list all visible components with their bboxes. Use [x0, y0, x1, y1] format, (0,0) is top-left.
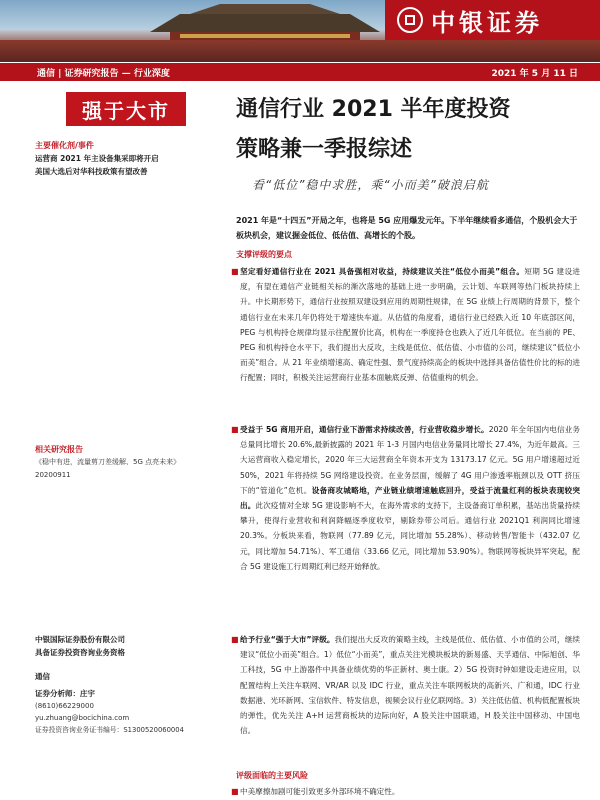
palace-roof-image [150, 4, 380, 44]
header-banner [0, 0, 600, 62]
report-subtitle: 看“低位”稳中求胜，乘“小而美”破浪启航 [252, 178, 489, 192]
key-point-2-bold-2: 设备商攻城略地，产业链业绩增速触底回升，受益于流量红利的板块表现较突出。 [240, 485, 580, 511]
brand-name: 中银证券 [431, 8, 543, 37]
key-points-heading: 支撑评级的要点 [236, 250, 292, 259]
catalyst-item: 运营商 2021 年主设备集采即将开启 [35, 154, 159, 163]
risk-item [231, 784, 580, 799]
bullet-icon: ■ [231, 787, 239, 796]
bank-logo-icon [397, 7, 423, 33]
key-point-3-text: 我们提出大反攻的策略主线，主线是低位、低估值、小市值的公司，继续建议“低位小而美”组合。1）低位“小而美”，重点关注光模块板块的新易盛、天孚通信、中际旭创、华工科技，5G 中上游器件中具备业绩优势的华正新材、奥士康。2）5G 投资时钟如建设走进应用，以配置结构上关注车联网、VR/AR 以及 IDC 行业，重点关注车联网板块的高新兴、广和通，IDC 行业数据港、光环新网、宝信软件、特发信息，视频会议行业亿联网络。3）关注低估值、机构低配置板块的弹性，优先关注 A+H 运营商板块的边际向好，A 股关注中国联通，H 股关注中国移动、中国电信。 [240, 635, 580, 736]
title-line-1: 通信行业 2021 半年度投资 [236, 97, 511, 122]
lead-paragraph: 2021 年是“十四五”开局之年，也将是 5G 应用爆发元年。下半年继续看多通信，个股机会大于板块机会，建议掘金低位、低估值、高增长的个股。 [236, 216, 578, 240]
catalysts-heading: 主要催化剂/事件 [35, 141, 94, 150]
banner-wall [0, 40, 600, 62]
analyst-label: 证券分析师：庄宇 [35, 689, 95, 698]
key-point-3-bold: 给予行业“强于大市”评级。 [240, 635, 335, 644]
breadcrumb: 通信 | 证券研究报告 — 行业深度 [37, 68, 170, 79]
key-point-2-text: 2020 年全年国内电信业务总量同比增长 20.6%,最新披露的 2021 年 1-3 月国内电信业务量同比增长 27.4%，为近年最高。三大运营商收入稳定增长，2020 年三大运营商全年资本开支为 13173.17 亿元。5G 用户增速超过近 50%，2021 年将持续 5G 网络建设投资。在业务层面，缓解了 4G 用户渗透率瓶颈以及 OTT 挤压下的“管道化”危机。 [240, 425, 580, 495]
rating-badge: 强于大市 [66, 92, 186, 126]
related-reports-heading: 相关研究报告 [35, 445, 83, 454]
key-point-2 [231, 422, 581, 630]
key-point-2-text-2: 此次疫情对全球 5G 建设影响不大，在海外需求的支持下，主设备商订单积累，基站出货量持续攀升，使得行业营收和利润降幅逐季度收窄，剔除券带公司后。通信行业 2021Q1 利润同比增速 20.3%。分板块来看，物联网（77.89 亿元，同比增加 55.28%）、移动转售/智能卡（432.07 亿元，同比增加 54.71%）、军工通信（33.66 亿元，同比增加 53.90%）。物联网等板块异军突起，配合 5G 建设施工行周期红利已经开始释放。 [240, 501, 581, 571]
brand-logo-block [385, 0, 600, 40]
company-name: 中银国际证券股份有限公司 [35, 635, 125, 644]
analyst-phone: (8610)66229000 [35, 702, 94, 710]
license-number: 证券投资咨询业务证书编号：S1300520060004 [35, 726, 184, 734]
key-point-2-bold: 受益于 5G 商用开启，通信行业下游需求持续改善，行业营收稳步增长。 [240, 425, 489, 434]
key-point-1 [231, 264, 581, 420]
bullet-icon: ■ [231, 635, 239, 644]
key-point-3 [231, 632, 580, 772]
report-header-bar [0, 63, 600, 81]
bullet-icon: ■ [231, 425, 239, 434]
risk-text: 中美摩擦加剧可能引致更多外部环境不确定性。 [240, 787, 400, 796]
qualification: 具备证券投资咨询业务资格 [35, 648, 125, 657]
catalyst-item: 美国大选后对华科技政策有望改善 [35, 167, 148, 176]
related-report-id: 20200911 [35, 471, 71, 479]
report-date: 2021 年 5 月 11 日 [491, 68, 578, 79]
bullet-icon: ■ [231, 267, 239, 276]
related-report-title[interactable]: 《稳中有进，流量剪刀差缓解、5G 点亮未来》 [35, 458, 181, 466]
key-point-1-bold: 坚定看好通信行业在 2021 具备强相对收益，持续建议关注“低位小而美”组合。 [240, 267, 525, 276]
title-line-2: 策略兼一季报综述 [236, 137, 413, 162]
analyst-email[interactable]: yu.zhuang@bocichina.com [35, 714, 130, 722]
key-point-1-text: 短期 5G 建设进度，有望在通信产业链相关标的渐次落地的基础上进一步明确，云计划、车联网等热门板块持续上升。中长期形势下，通信行业按照双建设到应用的周期性规律，在 5G 业绩上行周期的背景下，整个通信行业在未来几年仍将处于增速快车道。从估值的角度看，通信行业已经跌入近 10 年底部区间，PEG 与机构持仓规律均显示往配置价比高，机构在一季度持仓也跌入了近几年低位。在当前的 PE、PEG 和机构持仓水平下，我们提出大反攻，主线是低位、低估值、小市值的公司，继续建议“低位小而美”组合。从 21 年业绩增速高、确定性强、景气度持续高企的板块中选择具备估值性价比的标的进行配置；同时，积极关注运营商行业基本面触底反弹、估值重构的机会。 [240, 267, 581, 383]
risk-heading: 评级面临的主要风险 [236, 771, 308, 780]
industry-label: 通信 [35, 672, 50, 681]
report-title [236, 92, 581, 168]
